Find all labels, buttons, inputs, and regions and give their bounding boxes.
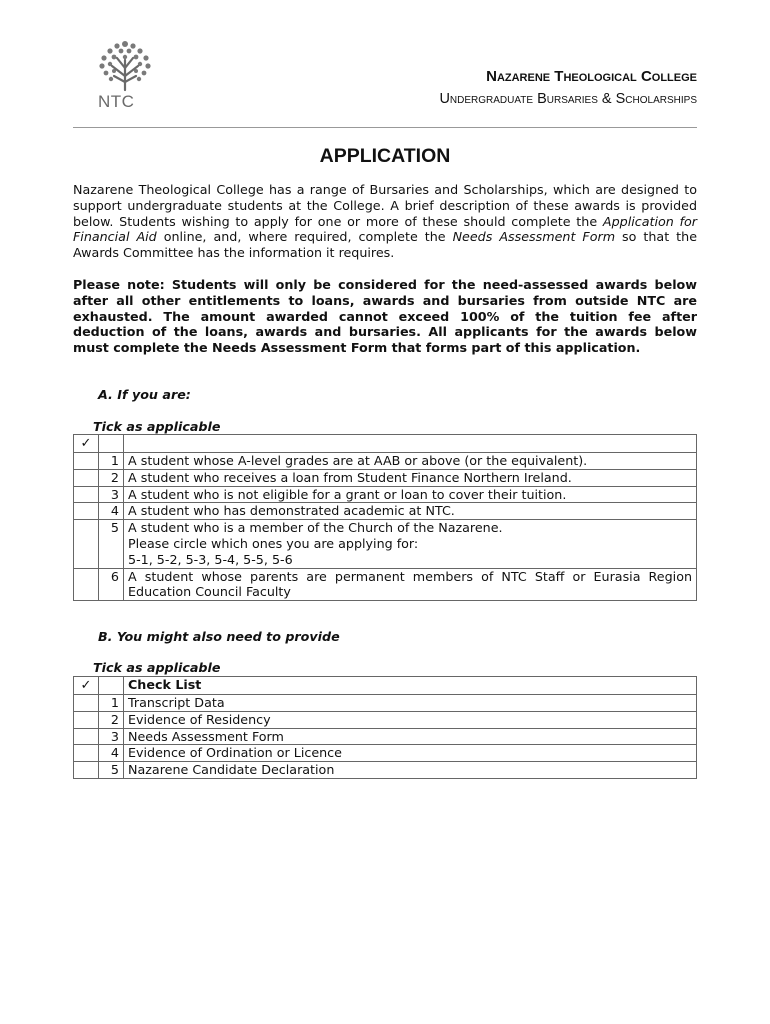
table-row bbox=[74, 453, 697, 470]
document-subtitle: Undergraduate Bursaries & Scholarships bbox=[439, 91, 697, 107]
intro-italic-needs-form: Needs Assessment Form bbox=[452, 229, 616, 245]
header-num-cell bbox=[99, 677, 124, 695]
table-row bbox=[74, 695, 697, 712]
table-row bbox=[74, 711, 697, 728]
section-a-header-row bbox=[74, 435, 697, 453]
table-row bbox=[74, 469, 697, 486]
section-a-heading: A. If you are: bbox=[98, 387, 191, 402]
tick-box[interactable] bbox=[74, 486, 99, 503]
table-row bbox=[74, 520, 697, 568]
tick-box[interactable] bbox=[74, 568, 99, 601]
tick-box[interactable] bbox=[74, 503, 99, 520]
row-instruction: Please circle which ones you are applying for: bbox=[128, 535, 419, 551]
logo-text: NTC bbox=[98, 92, 135, 111]
tick-box[interactable] bbox=[74, 762, 99, 779]
tick-box[interactable] bbox=[74, 745, 99, 762]
row-text: Evidence of Residency bbox=[124, 711, 697, 728]
checkmark-symbol: ✓ bbox=[80, 436, 92, 451]
section-a-tick-label: Tick as applicable bbox=[93, 419, 221, 434]
checkmark-symbol: ✓ bbox=[80, 678, 92, 693]
college-name: Nazarene Theological College bbox=[486, 68, 697, 85]
table-row bbox=[74, 568, 697, 601]
row-number: 2 bbox=[99, 469, 124, 486]
row-text: A student who has demonstrated academic at NTC. bbox=[124, 503, 697, 520]
section-b-header-row bbox=[74, 677, 697, 695]
row-number: 1 bbox=[99, 453, 124, 470]
tick-box[interactable] bbox=[74, 695, 99, 712]
row-number: 4 bbox=[99, 745, 124, 762]
row-options[interactable]: 5-1, 5-2, 5-3, 5-4, 5-5, 5-6 bbox=[128, 551, 293, 567]
row-text: Evidence of Ordination or Licence bbox=[124, 745, 697, 762]
row-text: Needs Assessment Form bbox=[124, 728, 697, 745]
row-text: A student whose A-level grades are at AAB or above (or the equivalent). bbox=[124, 453, 697, 470]
check-list-header: Check List bbox=[124, 677, 697, 695]
table-row bbox=[74, 728, 697, 745]
table-row bbox=[74, 486, 697, 503]
intro-text-1: Nazarene Theological College has a range of Bursaries and Scholarships, which are designed to support undergraduate students at the College. A brief description of these awards is provided below. Students wishing to apply for one or more of these should complete the bbox=[73, 182, 697, 229]
row-number: 1 bbox=[99, 695, 124, 712]
intro-text-3: so that the Awards Committee has the information it requires. bbox=[73, 229, 697, 261]
row-text: Transcript Data bbox=[124, 695, 697, 712]
tick-box[interactable] bbox=[74, 520, 99, 568]
tick-box[interactable] bbox=[74, 469, 99, 486]
row-number: 2 bbox=[99, 711, 124, 728]
row-text-multiline bbox=[124, 520, 697, 568]
tick-box[interactable] bbox=[74, 728, 99, 745]
intro-italic-financial-aid: Application for Financial Aid bbox=[73, 213, 698, 245]
tick-box[interactable] bbox=[74, 711, 99, 728]
row-text: Nazarene Candidate Declaration bbox=[124, 762, 697, 779]
header-text-cell bbox=[124, 435, 697, 453]
row-number: 6 bbox=[99, 568, 124, 601]
row-text: A student whose parents are permanent members of NTC Staff or Eurasia Region Education Council Faculty bbox=[124, 568, 697, 601]
row-text: A student who is a member of the Church of the Nazarene. bbox=[128, 520, 503, 536]
section-b-table bbox=[73, 676, 697, 779]
checkmark-icon bbox=[74, 435, 99, 453]
row-number: 4 bbox=[99, 503, 124, 520]
section-b-tick-label: Tick as applicable bbox=[93, 660, 221, 675]
row-number: 5 bbox=[99, 762, 124, 779]
row-text: A student who is not eligible for a grant or loan to cover their tuition. bbox=[124, 486, 697, 503]
table-row bbox=[74, 745, 697, 762]
row-text: A student who receives a loan from Student Finance Northern Ireland. bbox=[124, 469, 697, 486]
row-number: 3 bbox=[99, 486, 124, 503]
intro-text-2: online, and, where required, complete the bbox=[156, 229, 453, 245]
tick-box[interactable] bbox=[74, 453, 99, 470]
please-note-paragraph: Please note: Students will only be considered for the need-assessed awards below after all other entitlements to loans, awards and bursaries from outside NTC are exhausted. The amount awarded cannot exceed 100% of the tuition fee after deduction of the loans, awards and bursaries. All applicants for the awards below must complete the Needs Assessment Form that forms part of this application. bbox=[73, 277, 697, 356]
table-row bbox=[74, 503, 697, 520]
table-row bbox=[74, 762, 697, 779]
checkmark-icon bbox=[74, 677, 99, 695]
header-divider bbox=[73, 127, 697, 128]
row-number: 5 bbox=[99, 520, 124, 568]
row-number: 3 bbox=[99, 728, 124, 745]
page-title: APPLICATION bbox=[319, 145, 451, 167]
section-a-table bbox=[73, 434, 697, 601]
section-b-heading: B. You might also need to provide bbox=[98, 629, 340, 644]
intro-paragraph bbox=[73, 182, 697, 261]
header-num-cell bbox=[99, 435, 124, 453]
